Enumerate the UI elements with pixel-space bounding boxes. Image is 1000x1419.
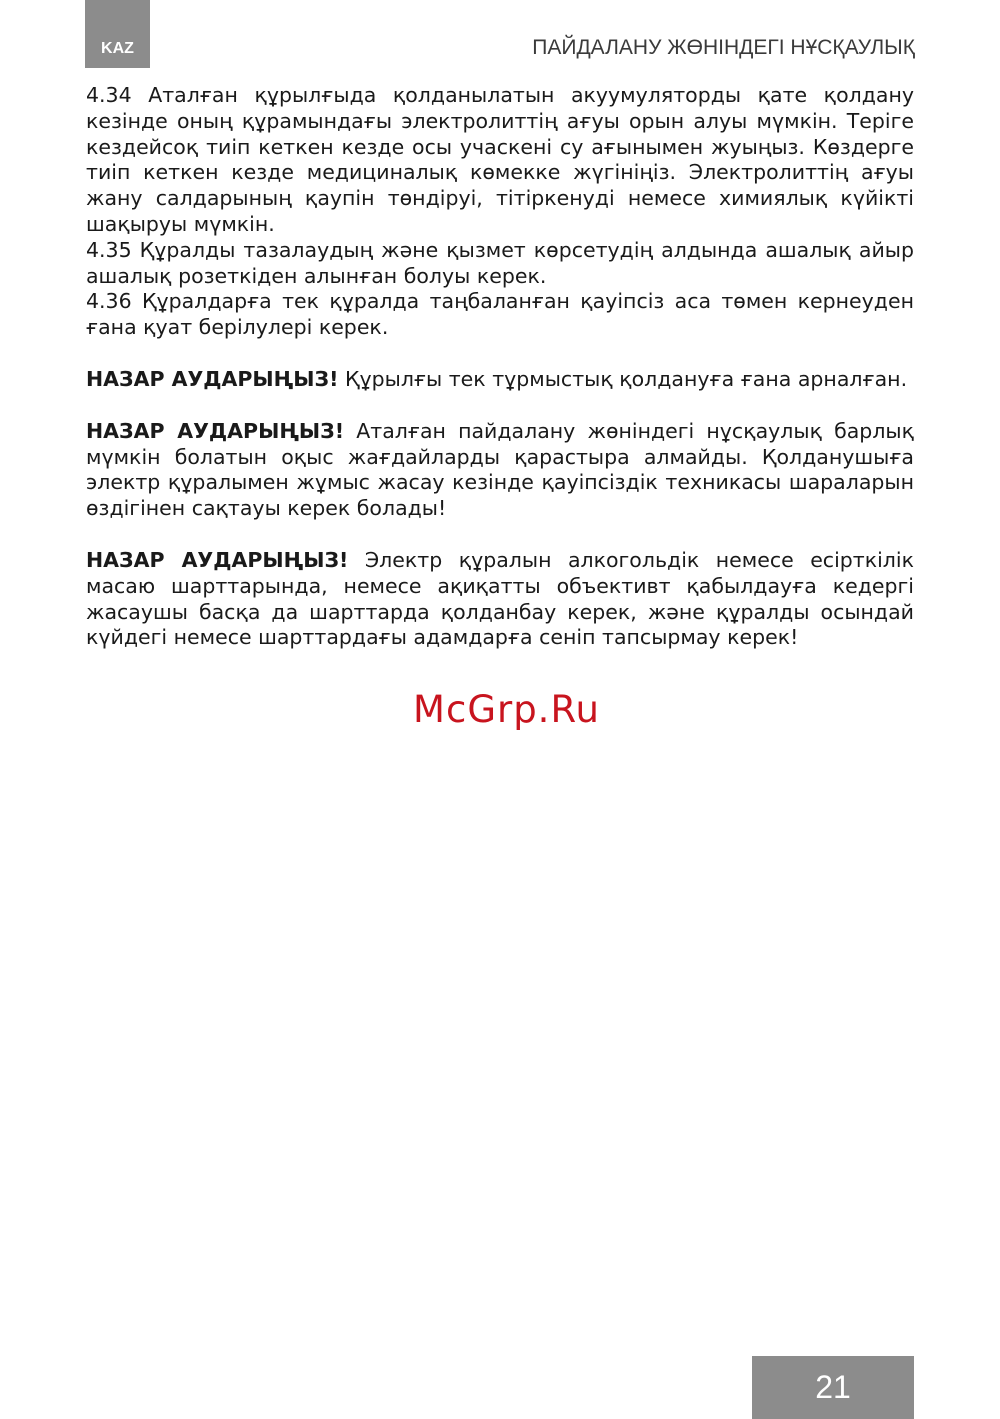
page-number-box bbox=[752, 1356, 914, 1419]
warning-label: НАЗАР АУДАРЫҢЫЗ! bbox=[86, 366, 339, 391]
spacer bbox=[86, 341, 914, 367]
document-body bbox=[86, 83, 914, 677]
paragraph-4-35: 4.35 Құралды тазалаудың және қызмет көрсетудің алдында ашалық айыр ашалық розеткіден алынған болуы керек. bbox=[86, 237, 914, 288]
watermark-logo: McGrp.Ru bbox=[413, 688, 600, 731]
paragraph-4-34: 4.34 Аталған құрылғыда қолданылатын акуумуляторды қате қолдану кезінде оның құрамындағы электролиттің ағуы орын алуы мүмкін. Теріге кездейсоқ тиіп кеткен кезде осы учаскені су ағынымен жуыңыз. Көздерге тиіп кеткен кезде медициналық көмекке жүгініңіз. Электролиттің ағуы жану салдарының қаупін төндіруі, тітіркенуді немесе химиялық күйікті шақыруы мүмкін. bbox=[86, 83, 914, 236]
warning-text: Электр құралын алкогольдік немесе есірткілік масаю шарттарында, немесе ақиқатты объективт қабылдауға кедергі жасаушы басқа да шарттарда қолданбау керек, және құралды осындай күйдегі немесе шарттардағы адамдарға сеніп тапсырмау керек! bbox=[86, 547, 914, 650]
warning-household-use bbox=[86, 367, 914, 393]
warning-label: НАЗАР АУДАРЫҢЫЗ! bbox=[86, 547, 349, 572]
paragraph-4-36: 4.36 Құралдарға тек құралда таңбаланған қауіпсіз аса төмен кернеуден ғана қуат берілулері керек. bbox=[86, 289, 914, 340]
language-code: KAZ bbox=[101, 40, 134, 57]
warning-text: Құрылғы тек тұрмыстық қолдануға ғана арналған. bbox=[338, 366, 908, 391]
warning-safety-measures bbox=[86, 419, 914, 522]
page-number: 21 bbox=[815, 1369, 851, 1405]
language-tab bbox=[85, 0, 150, 68]
warning-label: НАЗАР АУДАРЫҢЫЗ! bbox=[86, 418, 345, 443]
warning-intoxication bbox=[86, 548, 914, 651]
warning-text: Аталған пайдалану жөніндегі нұсқаулық барлық мүмкін болатын оқыс жағдайларды қарастыра алмайды. Қолданушыға электр құралымен жұмыс жасау кезінде қауіпсіздік техникасы шараларын өздігінен сақтауы керек болады! bbox=[86, 418, 914, 521]
page-header-title: ПАЙДАЛАНУ ЖӨНІНДЕГІ НҰСҚАУЛЫҚ bbox=[532, 36, 915, 59]
